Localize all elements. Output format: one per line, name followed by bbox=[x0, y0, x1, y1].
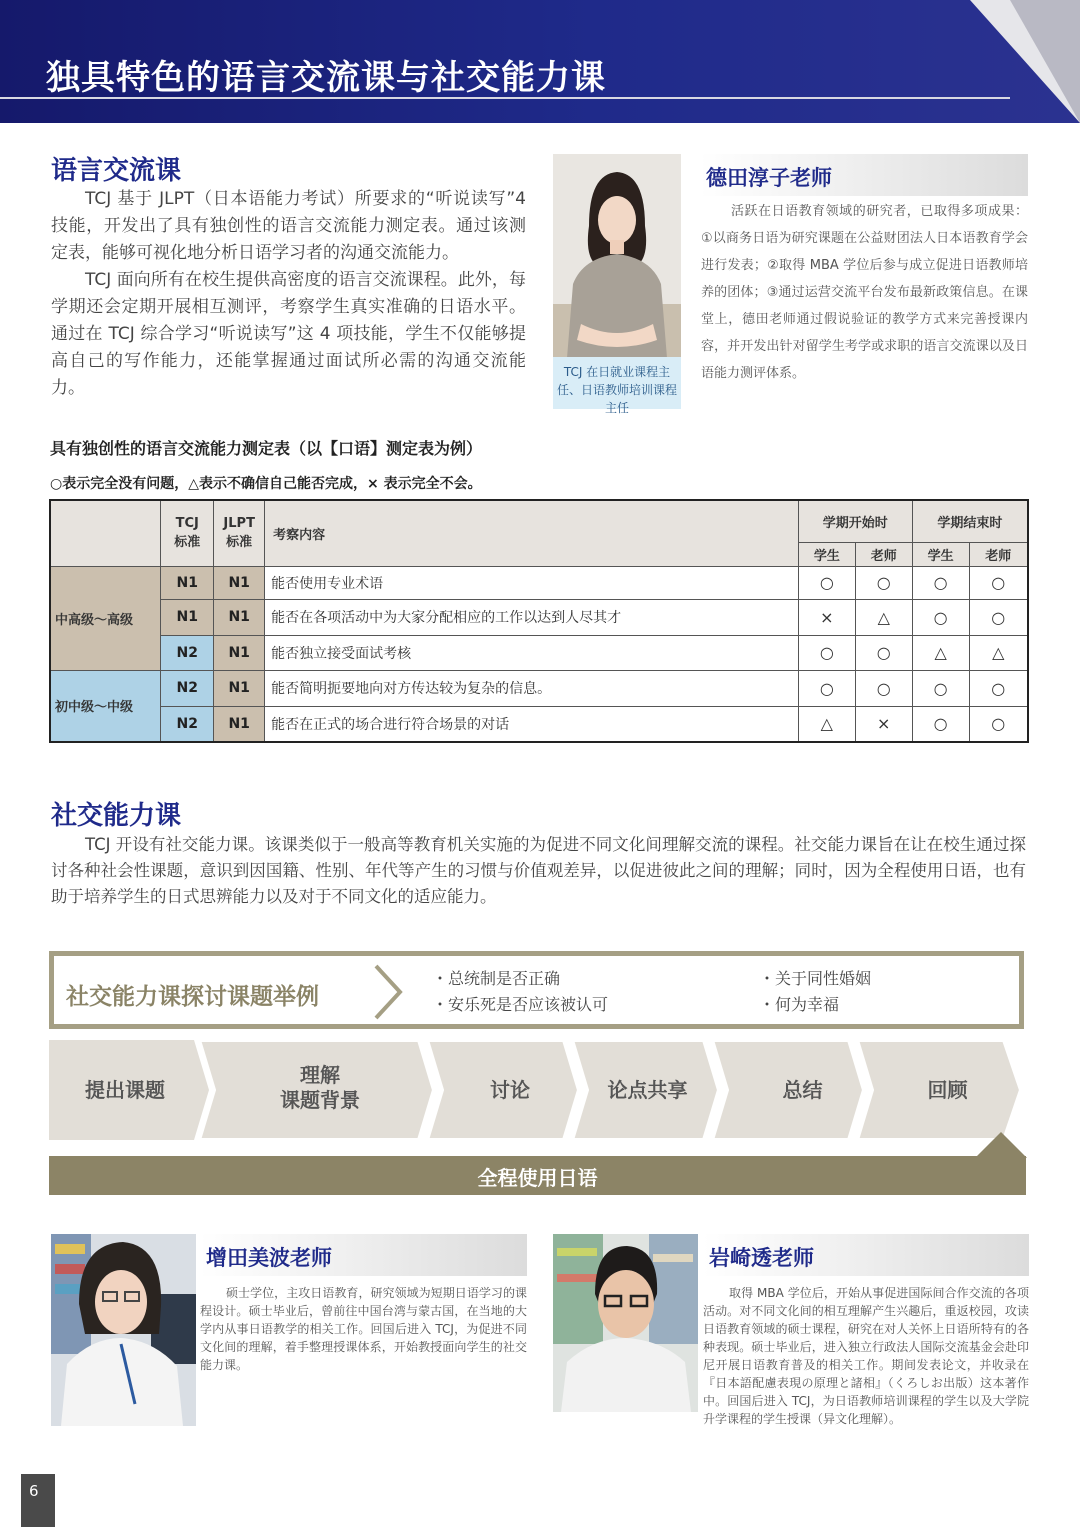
mark-cell: ○ bbox=[912, 706, 969, 742]
jlpt-cell: N1 bbox=[214, 599, 265, 635]
topic-text: 何为幸福 bbox=[775, 995, 840, 1014]
content-cell: 能否独立接受面试考核 bbox=[265, 635, 799, 670]
mark-cell: △ bbox=[855, 599, 912, 635]
process-step-1: 提出课题 bbox=[85, 1078, 165, 1102]
table-row bbox=[50, 635, 1028, 670]
header-end-student: 学生 bbox=[912, 542, 969, 566]
topics-title: 社交能力课探讨课题举例 bbox=[66, 984, 319, 1010]
mark-cell: ○ bbox=[969, 670, 1028, 706]
topic-text: 关于同性婚姻 bbox=[775, 969, 872, 988]
mark-cell: ○ bbox=[969, 706, 1028, 742]
topic-item: ・何为幸福 bbox=[759, 995, 840, 1014]
page-title: 独具特色的语言交流课与社交能力课 bbox=[46, 58, 606, 98]
tcj-cell: N1 bbox=[161, 566, 214, 599]
jlpt-cell: N1 bbox=[214, 706, 265, 742]
mark-cell: ○ bbox=[855, 670, 912, 706]
arrow-up-icon bbox=[975, 1132, 1027, 1158]
social-course-paragraph: TCJ 开设有社交能力课。该课类似于一般高等教育机关实施的为促进不同文化间理解交流的课程。社交能力课旨在让在校生通过探讨各种社会性课题，意识到因国籍、性别、年代等产生的习惯与价值观差异，以促进彼此之间的理解；同时，因为全程使用日语，也有助于培养学生的日式思辨能力以及对于不同文化的适应能力。 bbox=[51, 835, 1026, 906]
header-jlpt: JLPT 标准 bbox=[214, 500, 265, 566]
teacher-3-photo bbox=[553, 1234, 698, 1412]
level-cell: 初中级～中级 bbox=[50, 670, 161, 742]
chevron-right-icon bbox=[372, 962, 406, 1022]
social-course-title: 社交能力课 bbox=[51, 801, 182, 831]
mark-cell: ○ bbox=[912, 566, 969, 599]
mark-cell: ○ bbox=[912, 670, 969, 706]
teacher-3-name: 岩崎透老师 bbox=[703, 1234, 1029, 1276]
topic-text: 总统制是否正确 bbox=[448, 969, 561, 988]
topic-text: 安乐死是否应该被认可 bbox=[448, 995, 609, 1014]
language-course-title: 语言交流课 bbox=[51, 156, 182, 186]
header-end-teacher: 老师 bbox=[969, 542, 1028, 566]
header-start-student: 学生 bbox=[798, 542, 855, 566]
jlpt-cell: N1 bbox=[214, 670, 265, 706]
process-step-6: 回顾 bbox=[927, 1078, 968, 1102]
process-step-4: 论点共享 bbox=[607, 1078, 688, 1102]
teacher-2-photo bbox=[51, 1234, 196, 1426]
process-step-5: 总结 bbox=[782, 1078, 823, 1102]
jlpt-cell: N1 bbox=[214, 566, 265, 599]
topic-item: ・总统制是否正确 bbox=[432, 969, 561, 988]
table-title: 具有独创性的语言交流能力测定表（以【口语】测定表为例） bbox=[50, 439, 483, 458]
content-cell: 能否使用专业术语 bbox=[265, 566, 799, 599]
tcj-cell: N2 bbox=[161, 670, 214, 706]
header-start-teacher: 老师 bbox=[855, 542, 912, 566]
page-number: 6 bbox=[21, 1474, 55, 1527]
header-level bbox=[50, 500, 161, 566]
process-step-3: 讨论 bbox=[490, 1078, 530, 1102]
jlpt-cell: N1 bbox=[214, 635, 265, 670]
table-row bbox=[50, 706, 1028, 742]
mark-cell: ○ bbox=[798, 566, 855, 599]
topics-box bbox=[49, 951, 1024, 1029]
teacher-3-bio: 取得 MBA 学位后，开始从事促进国际间合作交流的各项活动。对不同文化间的相互理解产生兴趣后，重返校园，攻读日语教育领域的硕士课程，研究在对人关怀上日语所特有的各种表现。硕士毕业后，进入独立行政法人国际交流基金会赴印尼开展日语教育普及的相关工作。期间发表论文，并收录在『日本語配慮表現の原理と諸相』（くろしお出版）这本著作中。回国后进入 TCJ，为日语教师培训课程的学生以及大学院升学课程的学生授课（异文化理解）。 bbox=[703, 1286, 1029, 1426]
mark-cell: △ bbox=[969, 635, 1028, 670]
header-tcj: TCJ 标准 bbox=[161, 500, 214, 566]
tcj-cell: N2 bbox=[161, 706, 214, 742]
process-footer-label: 全程使用日语 bbox=[477, 1166, 598, 1190]
table-row bbox=[50, 566, 1028, 599]
teacher-1-name: 德田淳子老师 bbox=[700, 154, 1028, 196]
mark-cell: ○ bbox=[855, 566, 912, 599]
mark-cell: ○ bbox=[798, 635, 855, 670]
mark-cell: ○ bbox=[798, 670, 855, 706]
banner-stripe-dark bbox=[1010, 0, 1080, 123]
content-cell: 能否在各项活动中为大家分配相应的工作以达到人尽其才 bbox=[265, 599, 799, 635]
mark-cell: △ bbox=[798, 706, 855, 742]
header-content: 考察内容 bbox=[265, 500, 799, 566]
tcj-cell: N1 bbox=[161, 599, 214, 635]
header-banner bbox=[0, 0, 1080, 123]
mark-cell: ○ bbox=[855, 635, 912, 670]
tcj-cell: N2 bbox=[161, 635, 214, 670]
language-course-paragraph-2: TCJ 面向所有在校生提供高密度的语言交流课程。此外，每学期还会定期开展相互测评，考察学生真实准确的日语水平。通过在 TCJ 综合学习“听说读写”这 4 项技能，学生不仅能够提高自己的写作能力，还能掌握通过面试所必需的沟通交流能力。 bbox=[51, 270, 526, 398]
mark-cell: △ bbox=[912, 635, 969, 670]
teacher-1-bio: 活跃在日语教育领域的研究者，已取得多项成果：①以商务日语为研究课题在公益财团法人日本语教育学会进行发表；②取得 MBA 学位后参与成立促进日语教师培养的团体；③通过运营交流平台发布最新政策信息。在课堂上，德田老师通过假说验证的教学方式来完善授课内容，并开发出针对留学生考学或求职的语言交流课以及日语能力测评体系。 bbox=[701, 204, 1028, 381]
process-step-2: 理解 课题背景 bbox=[280, 1063, 360, 1112]
teacher-1-photo bbox=[553, 154, 681, 358]
teacher-2-name: 增田美波老师 bbox=[200, 1234, 527, 1276]
teacher-1-caption: TCJ 在日就业课程主任、日语教师培训课程主任 bbox=[553, 357, 681, 409]
language-course-paragraph-1: TCJ 基于 JLPT（日本语能力考试）所要求的“听说读写”4 技能，开发出了具有独创性的语言交流能力测定表。通过该测定表，能够可视化地分析日语学习者的沟通交流能力。 bbox=[51, 189, 526, 263]
mark-cell: × bbox=[855, 706, 912, 742]
table-legend: ○表示完全没有问题，△表示不确信自己能否完成，× 表示完全不会。 bbox=[50, 476, 482, 492]
process-footer-bar bbox=[49, 1156, 1026, 1195]
assessment-table bbox=[49, 499, 1029, 743]
mark-cell: × bbox=[798, 599, 855, 635]
topic-item: ・安乐死是否应该被认可 bbox=[432, 995, 609, 1014]
mark-cell: ○ bbox=[969, 566, 1028, 599]
level-cell: 中高级～高级 bbox=[50, 566, 161, 670]
mark-cell: ○ bbox=[912, 599, 969, 635]
content-cell: 能否简明扼要地向对方传达较为复杂的信息。 bbox=[265, 670, 799, 706]
topic-item: ・关于同性婚姻 bbox=[759, 969, 872, 988]
teacher-2-bio: 硕士学位，主攻日语教育，研究领域为短期日语学习的课程设计。硕士毕业后，曾前往中国台湾与蒙古国，在当地的大学内从事日语教学的相关工作。回国后进入 TCJ，为促进不同文化间的理解，着手整理授课体系，开始教授面向学生的社交能力课。 bbox=[200, 1286, 527, 1372]
header-term-start: 学期开始时 bbox=[798, 500, 912, 542]
header-term-end: 学期结束时 bbox=[912, 500, 1028, 542]
mark-cell: ○ bbox=[969, 599, 1028, 635]
table-row bbox=[50, 670, 1028, 706]
content-cell: 能否在正式的场合进行符合场景的对话 bbox=[265, 706, 799, 742]
table-row bbox=[50, 599, 1028, 635]
